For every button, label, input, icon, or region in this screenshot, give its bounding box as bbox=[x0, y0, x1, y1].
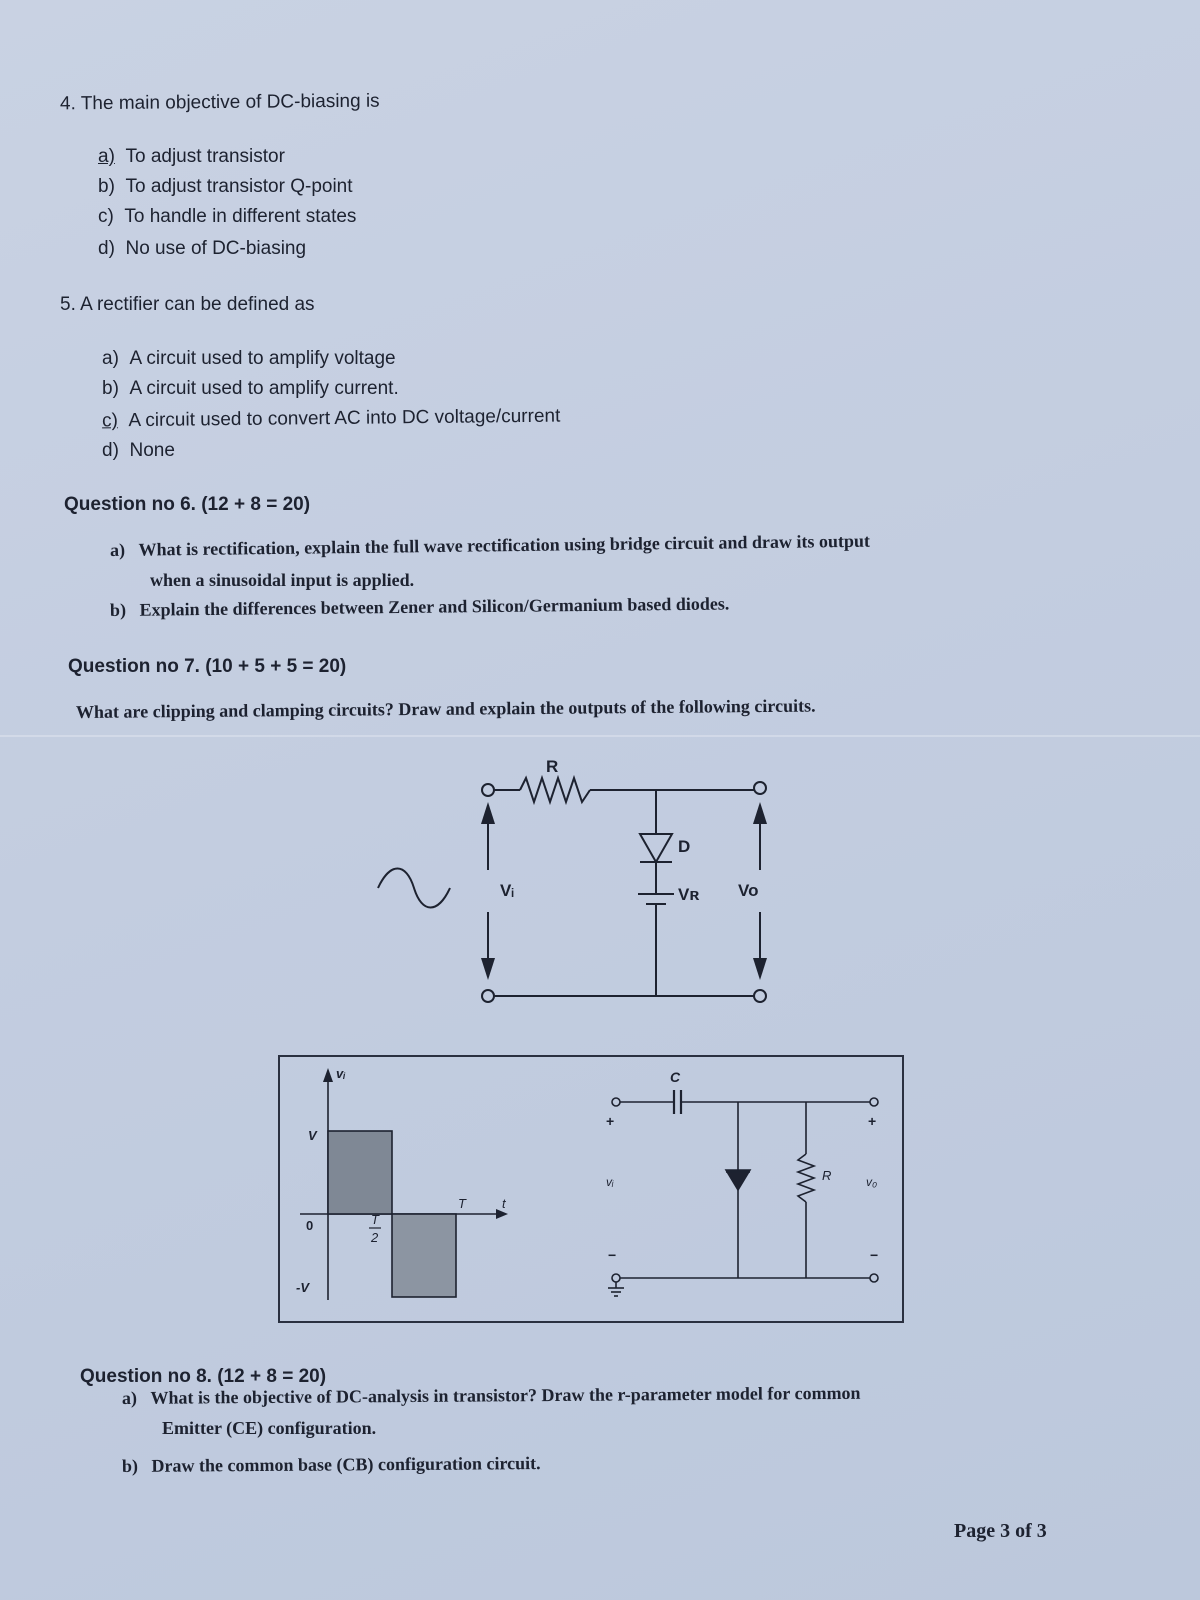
question-6-title: Question no 6. (12 + 8 = 20) bbox=[64, 494, 311, 515]
vi-arrow-down-icon bbox=[481, 958, 495, 980]
option-letter: a) bbox=[102, 348, 119, 369]
input-minus-sign: − bbox=[608, 1247, 617, 1263]
vo-label: Vo bbox=[738, 881, 759, 900]
input-plus-sign: + bbox=[606, 1113, 615, 1129]
option-letter: d) bbox=[102, 440, 119, 461]
option-text: To adjust transistor Q-point bbox=[125, 176, 353, 197]
ac-source-icon bbox=[378, 869, 450, 908]
part-text: Explain the differences between Zener and Silicon/Germanium based diodes. bbox=[139, 593, 730, 620]
part-letter: a) bbox=[109, 539, 126, 560]
option-letter: d) bbox=[98, 238, 115, 259]
q5-option-b bbox=[102, 378, 399, 400]
option-letter: b) bbox=[102, 378, 119, 399]
half-period-denominator: 2 bbox=[371, 1230, 379, 1245]
option-letter: c) bbox=[101, 410, 118, 432]
option-text: A circuit used to amplify voltage bbox=[129, 348, 396, 369]
page-number: Page 3 of 3 bbox=[954, 1520, 1047, 1542]
q4-option-a bbox=[98, 146, 285, 168]
positive-half-cycle bbox=[328, 1131, 392, 1214]
part-letter: b) bbox=[109, 599, 127, 620]
part-letter: b) bbox=[121, 1455, 139, 1476]
option-text: To handle in different states bbox=[124, 206, 357, 227]
q6-part-a-cont: when a sinusoidal input is applied. bbox=[150, 570, 415, 590]
resistor-label: R bbox=[546, 757, 559, 776]
square-wave-graph bbox=[296, 1066, 508, 1300]
t-axis-label: t bbox=[502, 1196, 506, 1211]
clamper-input-bottom-terminal bbox=[612, 1274, 620, 1282]
vo-arrow-down-icon bbox=[753, 958, 767, 980]
half-period-numerator: T bbox=[371, 1212, 379, 1227]
q4-option-b bbox=[98, 176, 353, 198]
vr-label: Vʀ bbox=[678, 885, 700, 904]
vi-axis-label: vᵢ bbox=[336, 1066, 346, 1081]
q5-option-a bbox=[102, 348, 396, 370]
output-terminal-top bbox=[754, 782, 766, 794]
output-plus-sign: + bbox=[868, 1113, 877, 1129]
option-text: None bbox=[129, 440, 175, 461]
clamper-output-bottom-terminal bbox=[870, 1274, 878, 1282]
clamper-vo-label: v₀ bbox=[866, 1175, 878, 1189]
clamper-input-top-terminal bbox=[612, 1098, 620, 1106]
neg-v-label: -V bbox=[296, 1280, 309, 1295]
clamper-diode bbox=[726, 1170, 750, 1190]
q6-part-a bbox=[110, 531, 870, 561]
vi-arrow-up-icon bbox=[481, 802, 495, 824]
negative-half-cycle bbox=[392, 1214, 456, 1297]
option-letter: c) bbox=[98, 206, 114, 227]
option-letter: b) bbox=[98, 176, 115, 197]
option-letter: a) bbox=[98, 146, 115, 167]
part-text: What is the objective of DC-analysis in transistor? Draw the r-parameter model for common bbox=[150, 1382, 861, 1408]
question-8-title: Question no 8. (12 + 8 = 20) bbox=[80, 1366, 327, 1387]
y-axis-arrow-icon bbox=[323, 1068, 333, 1082]
diode-label: D bbox=[678, 837, 691, 856]
part-text: What is rectification, explain the full wave rectification using bridge circuit and draw its output bbox=[138, 530, 871, 560]
clamper-figure bbox=[276, 1054, 908, 1328]
period-label: T bbox=[458, 1196, 466, 1211]
option-text: A circuit used to convert AC into DC voltage/current bbox=[128, 405, 561, 432]
clamper-resistor-label: R bbox=[822, 1168, 832, 1183]
output-minus-sign: − bbox=[870, 1247, 879, 1263]
q8-part-b bbox=[122, 1453, 541, 1477]
q8-part-a bbox=[122, 1383, 861, 1409]
q6-part-b bbox=[110, 594, 730, 621]
q5-option-d bbox=[102, 440, 175, 462]
clamper-circuit bbox=[608, 1090, 878, 1296]
q4-option-d bbox=[98, 238, 306, 260]
clamper-output-top-terminal bbox=[870, 1098, 878, 1106]
question-4-title: 4. The main objective of DC-biasing is bbox=[59, 90, 380, 115]
diode-d bbox=[640, 834, 672, 862]
part-text: Draw the common base (CB) configuration circuit. bbox=[151, 1453, 541, 1476]
clamper-resistor bbox=[798, 1154, 814, 1202]
option-text: No use of DC-biasing bbox=[125, 238, 307, 259]
option-text: To adjust transistor bbox=[125, 146, 285, 167]
q7-prompt: What are clipping and clamping circuits? Draw and explain the outputs of the following circuits. bbox=[75, 695, 816, 722]
vi-label: Vᵢ bbox=[500, 881, 514, 900]
question-5-title: 5. A rectifier can be defined as bbox=[60, 294, 315, 315]
capacitor-label: C bbox=[670, 1069, 681, 1085]
q5-option-c bbox=[102, 406, 561, 433]
resistor-r bbox=[520, 778, 590, 802]
clamper-vi-label: vᵢ bbox=[606, 1175, 614, 1189]
part-letter: a) bbox=[121, 1387, 138, 1408]
input-terminal-bottom bbox=[482, 990, 494, 1002]
option-text: A circuit used to amplify current. bbox=[129, 378, 399, 399]
v-level-label: V bbox=[308, 1128, 317, 1143]
q4-option-c bbox=[98, 206, 356, 228]
zero-label: 0 bbox=[306, 1218, 314, 1233]
q8-part-a-cont: Emitter (CE) configuration. bbox=[162, 1418, 377, 1438]
question-7-title: Question no 7. (10 + 5 + 5 = 20) bbox=[68, 656, 347, 677]
output-terminal-bottom bbox=[754, 990, 766, 1002]
clipper-circuit-diagram bbox=[360, 740, 800, 1040]
input-terminal-top bbox=[482, 784, 494, 796]
vo-arrow-up-icon bbox=[753, 802, 767, 824]
